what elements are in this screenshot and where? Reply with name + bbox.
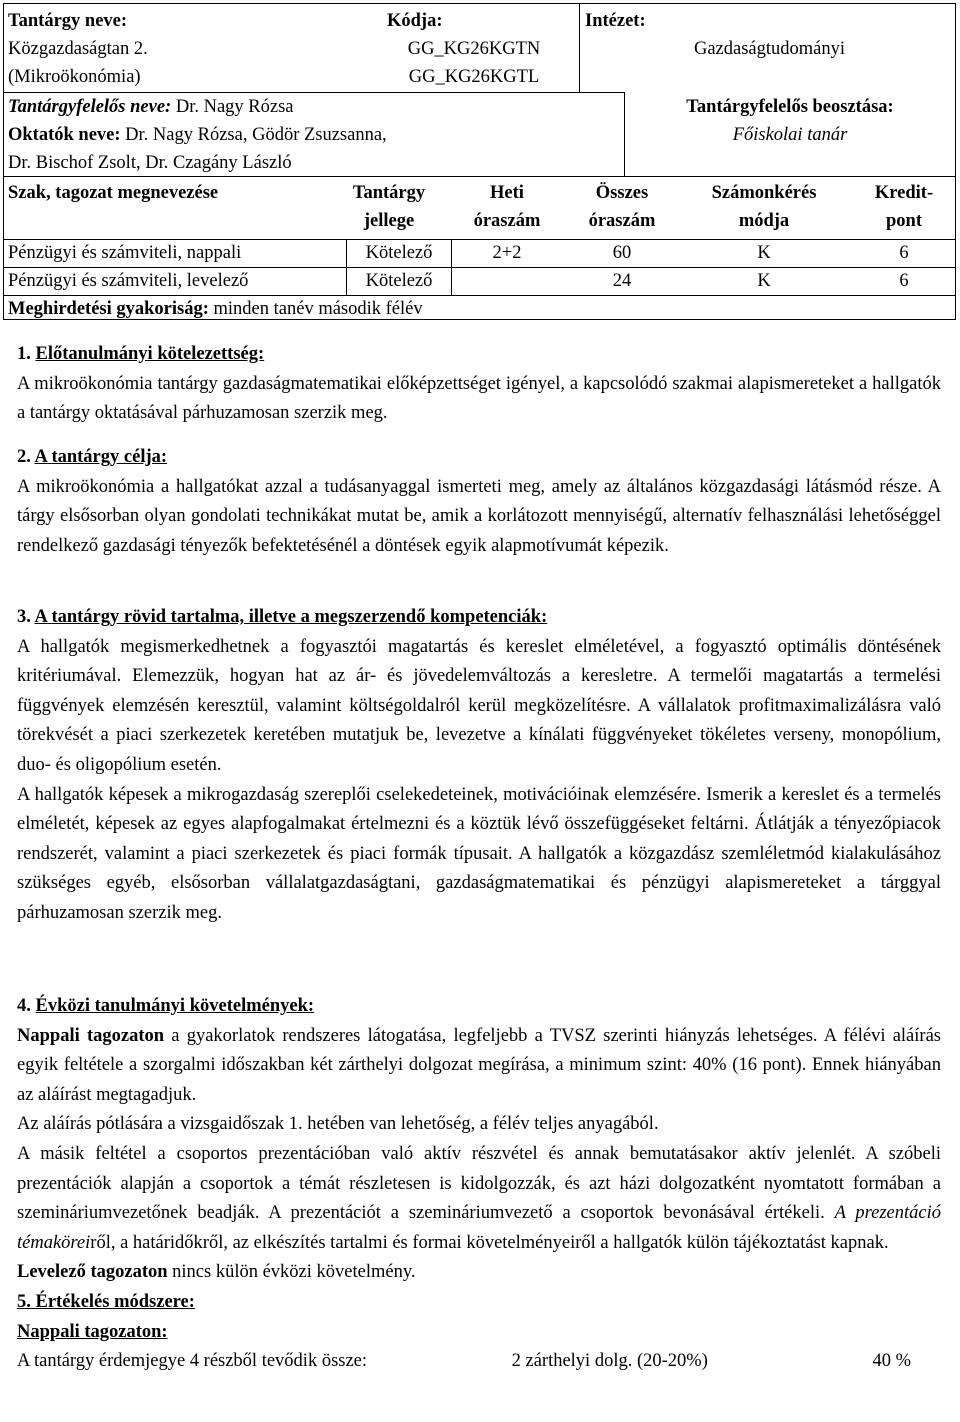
position-value: Főiskolai tanár (732, 125, 848, 145)
table-cell-weekly: 2+2 (492, 243, 522, 263)
section-prerequisites (17, 340, 941, 429)
section-heading: 5. Értékelés módszere: (17, 1291, 195, 1312)
course-code: GG_KG26KGTL (408, 67, 540, 87)
col-total: Összes (595, 183, 649, 203)
col-weekly: Heti (490, 183, 524, 203)
paragraph: Nappali tagozaton a gyakorlatok rendszeres látogatása, legfeljebb a TVSZ szerinti hiányzás lehetséges. A félévi aláírás egyik feltétele a szorgalmi időszakban két zárthelyi dolgozat megírása, a minimum szint: 40% (16 pont). Ennek hiányában az aláírást megtagadjuk. (17, 1025, 941, 1105)
teachers-names-cont: Dr. Bischof Zsolt, Dr. Czagány László (8, 153, 292, 173)
table-cell-credit: 6 (899, 243, 909, 263)
paragraph: A hallgatók képesek a mikrogazdaság szereplői cselekedeteinek, motivációinak elemzésére. Ismerik a kereslet és a termelés elméletét, képesek az egyes alapfogalmakat értelmezni és a köztük lévő összefüggéseket feltárni. Átlátják a tényezőpiacok rendszerét, valamint a piaci szerkezetek és piaci formák típusait. A hallgatók a közgazdász szemléletmód kialakulásához szükséges egyéb, elsősorban vállalatgazdaságtani, gazdaságmatematikai és pénzügyi alapismereteket a tárggyal párhuzamosan szerzik meg. (17, 784, 941, 923)
code-label: Kódja: (387, 11, 443, 31)
paragraph: Az aláírás pótlására a vizsgaidőszak 1. hetében van lehetőség, a félév teljes anyagából. (17, 1114, 659, 1135)
paragraph: A mikroökonómia a hallgatókat azzal a tudásanyaggal ismerteti meg, amely az általános közgazdasági látásmód része. A tárgy elsősorban olyan gondolati technikákat mutat be, amik a korlátozott mennyiségű, alternatív felhasználási lehetőséggel rendelkező gazdasági tényezők befektetésénél a döntések egyik alapmotívumát képezik. (17, 476, 941, 556)
table-cell-major: Pénzügyi és számviteli, nappali (8, 243, 242, 263)
frequency (8, 295, 423, 324)
subheading: Nappali tagozaton: (17, 1321, 168, 1342)
col-type-2: jellege (363, 211, 415, 231)
section-requirements (17, 992, 941, 1377)
table-cell-major: Pénzügyi és számviteli, levelező (8, 271, 249, 291)
responsible-name: Dr. Nagy Rózsa (171, 97, 294, 117)
col-weekly-2: óraszám (473, 211, 541, 231)
col-credit: Kredit- (874, 183, 934, 203)
section-heading: 4. Évközi tanulmányi követelmények: (17, 996, 315, 1016)
section-content (17, 603, 941, 929)
subject-label: Tantárgy neve: (8, 11, 128, 31)
responsible-person (8, 93, 294, 122)
subject-name: Közgazdaságtan 2. (8, 39, 148, 59)
table-cell-exam: K (757, 271, 771, 291)
paragraph: Levelező tagozaton nincs külön évközi követelmény. (17, 1262, 416, 1283)
paragraph: A hallgatók megismerkedhetnek a fogyasztói magatartás és kereslet elméletével, a fogyasztó optimális döntésének kritériumával. Elemezzük, hogyan hat az ár- és jövedelemváltozás a keresletre. A termelői magatartás a termelési függvények elemzésén keresztül, valamint költségoldalról kerül megközelítésre. A vállalatok profitmaximalizálásra való törekvését a piaci szerkezetek keretében mutatjuk be, levezetve a kínálati függvényeket tökéletes verseny, monopólium, duo- és oligopólium esetén. (17, 636, 941, 775)
table-cell-exam: K (757, 243, 771, 263)
section-heading: 2. A tantárgy célja: (17, 447, 168, 467)
paragraph: A mikroökonómia tantárgy gazdaságmatematikai előképzettséget igényel, a kapcsolódó szakmai alapismereteket a hallgatók a tantárgy oktatásával párhuzamosan szerzik meg. (17, 373, 941, 424)
table-cell-total: 60 (612, 243, 632, 263)
col-exam-2: módja (738, 211, 790, 231)
section-heading: 1. Előtanulmányi kötelezettség: (17, 344, 265, 364)
table-line (579, 4, 580, 92)
course-code: GG_KG26KGTN (407, 39, 541, 59)
course-info-table (3, 3, 956, 320)
responsible-label: Tantárgyfelelős neve: (8, 97, 172, 117)
table-cell-credit: 6 (899, 271, 909, 291)
frequency-label: Meghirdetési gyakoriság: (8, 299, 209, 319)
table-cell-total: 24 (612, 271, 632, 291)
grading-line: A tantárgy érdemjegye 4 részből tevődik össze: 2 zárthelyi dolg. (20-20%) 40 % (17, 1351, 911, 1372)
col-type: Tantárgy (352, 183, 426, 203)
col-credit-2: pont (886, 211, 922, 231)
section-heading: 3. A tantárgy rövid tartalma, illetve a megszerzendő kompetenciák: (17, 607, 548, 627)
paragraph: A másik feltétel a csoportos prezentációban való aktív részvétel és annak bemutatásakor aktív jelenlét. A szóbeli prezentációk alapján a csoportok a témát részletesen is kidolgozzák, és azt házi dolgozatként nyomtatott formában a szemináriumvezetőnek beadják. A prezentációt a szemináriumvezető a csoportok bevonásával értékeli. A prezentáció témaköreiről, a határidőkről, az elkészítés tartalmi és formai követelményeiről a hallgatók külön tájékoztatást kapnak. (17, 1143, 941, 1253)
institute-label: Intézet: (585, 11, 646, 31)
col-major: Szak, tagozat megnevezése (8, 183, 219, 203)
frequency-value: minden tanév második félév (208, 299, 423, 319)
table-cell-type: Kötelező (365, 271, 433, 291)
subject-name-sub: (Mikroökonómia) (8, 67, 141, 87)
table-cell-type: Kötelező (365, 243, 433, 263)
teachers-names: Dr. Nagy Rózsa, Gödör Zsuzsanna, (120, 125, 387, 145)
teachers (8, 121, 387, 150)
teachers-label: Oktatók neve: (8, 125, 121, 145)
position-label: Tantárgyfelelős beosztása: (686, 97, 894, 117)
section-goal (17, 443, 941, 561)
col-exam: Számonkérés (711, 183, 817, 203)
col-total-2: óraszám (588, 211, 656, 231)
institute-name: Gazdaságtudományi (693, 39, 846, 59)
